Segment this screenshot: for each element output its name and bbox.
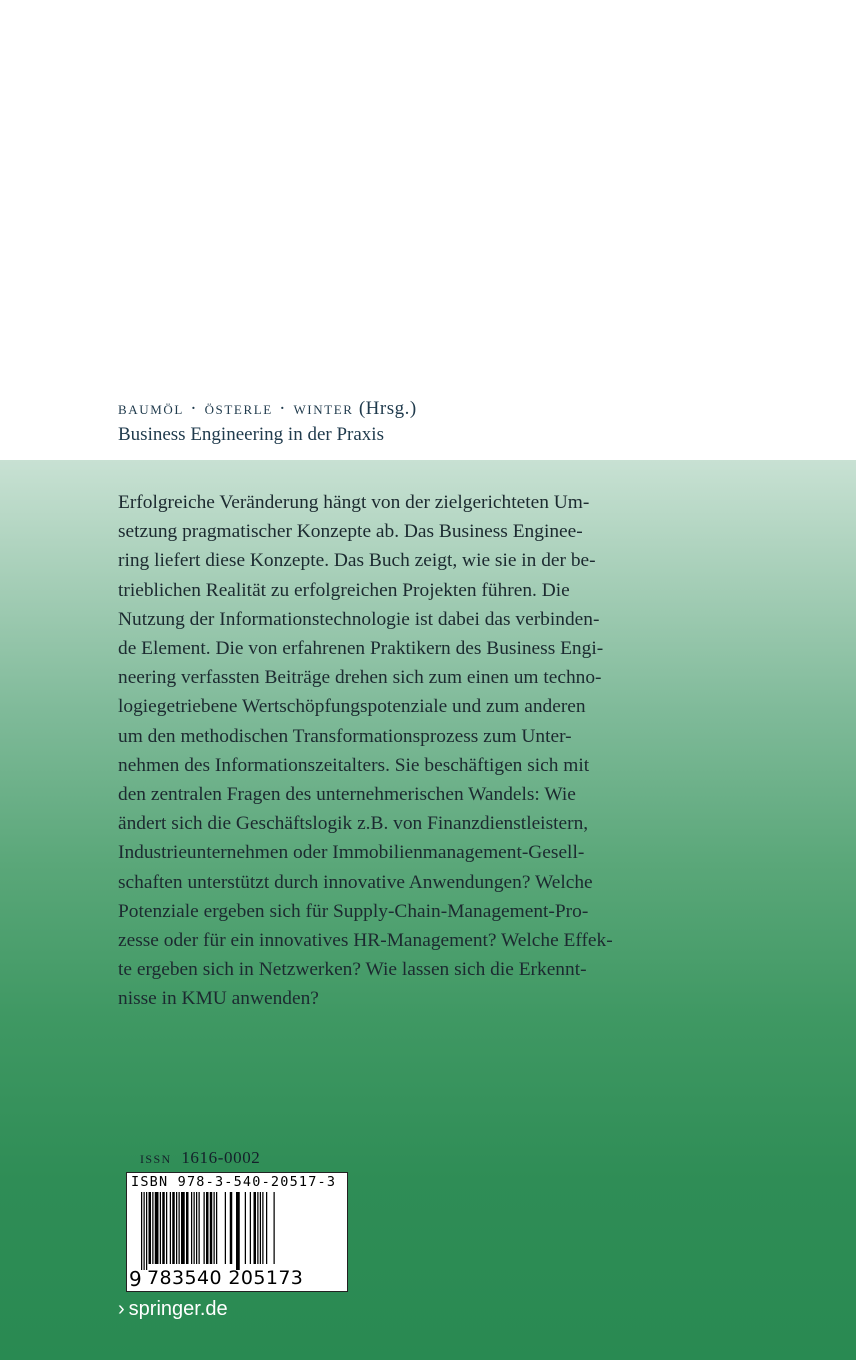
blurb-line: te ergeben sich in Netzwerken? Wie lassen sich die Erkennt- (118, 959, 587, 981)
barcode-bar (149, 1192, 152, 1264)
barcode-bar (155, 1192, 159, 1264)
blurb-line: Potenziale ergeben sich für Supply-Chain-Management-Pro- (118, 900, 589, 922)
chevron-right-icon: › (118, 1298, 125, 1320)
blurb-line: Erfolgreiche Veränderung hängt von der zielgerichteten Um- (118, 492, 590, 513)
blurb-line: nisse in KMU anwenden? (118, 988, 319, 1010)
barcode-bar (144, 1192, 145, 1270)
blurb-line: Nutzung der Informationstechnologie ist dabei das verbinden- (118, 608, 600, 630)
barcode-bar (230, 1192, 233, 1264)
barcode-bar (199, 1192, 200, 1264)
barcode-bar (141, 1192, 142, 1270)
barcode-bar (204, 1192, 205, 1264)
barcode-bar (262, 1192, 263, 1264)
editor-suffix: (Hrsg.) (358, 398, 417, 419)
barcode-bar (225, 1192, 226, 1264)
barcode-bar (194, 1192, 195, 1264)
barcode-bar (172, 1192, 175, 1264)
blurb-line: ring liefert diese Konzepte. Das Buch zeigt, wie sie in der be- (118, 550, 596, 572)
barcode-bar (236, 1192, 240, 1270)
barcode-bar (170, 1192, 171, 1264)
barcode-bar (245, 1192, 246, 1264)
blurb-line: um den methodischen Transformationsprozess zum Unter- (118, 725, 572, 747)
barcode-bar (250, 1192, 251, 1264)
blurb-line: de Element. Die von erfahrenen Praktikern des Business Engi- (118, 638, 604, 660)
authors-names: baumöl · österle · winter (118, 398, 354, 419)
barcode-bar (166, 1192, 167, 1264)
barcode-bar (210, 1192, 213, 1264)
blurb-line: ändert sich die Geschäftslogik z.B. von Finanzdienstleistern, (118, 813, 589, 835)
isbn-barcode-box (126, 1172, 348, 1292)
barcode-bar (162, 1192, 165, 1264)
book-blurb (118, 488, 718, 1014)
barcode-bar (214, 1192, 215, 1264)
barcode-bar (196, 1192, 197, 1264)
cover-top-area (0, 0, 856, 460)
ean-first-digit: 9 (129, 1267, 142, 1291)
authors-line (118, 398, 417, 420)
barcode-bar (186, 1192, 189, 1264)
barcode-bar (257, 1192, 258, 1264)
series-title: Business Engineering in der Praxis (118, 424, 384, 445)
blurb-line: schaften unterstützt durch innovative Anwendungen? Welche (118, 871, 593, 893)
blurb-line: neering verfassten Beiträge drehen sich zum einen um techno- (118, 667, 602, 689)
barcode-bar (206, 1192, 209, 1264)
issn-number: 1616-0002 (181, 1148, 261, 1167)
barcode-bar (146, 1192, 147, 1270)
barcode-bar (266, 1192, 267, 1264)
isbn-label: ISBN 978-3-540-20517-3 (131, 1174, 337, 1190)
blurb-line: setzung pragmatischer Konzepte ab. Das Business Enginee- (118, 521, 583, 543)
barcode-bar (181, 1192, 185, 1264)
blurb-line: nehmen des Informationszeitalters. Sie beschäftigen sich mit (118, 754, 590, 776)
issn-line (140, 1148, 260, 1168)
blurb-line: zesse oder für ein innovatives HR-Management? Welche Effek- (118, 930, 613, 952)
ean-digits: 783540 205173 (147, 1267, 304, 1289)
barcode-bars (141, 1192, 341, 1270)
barcode-bar (254, 1192, 257, 1264)
barcode-bar (216, 1192, 217, 1264)
barcode-bar (152, 1192, 153, 1264)
blurb-line: logiegetriebene Wertschöpfungspotenziale und zum anderen (118, 696, 586, 718)
blurb-line: trieblichen Realität zu erfolgreichen Projekten führen. Die (118, 579, 570, 601)
barcode-bar (260, 1192, 261, 1264)
barcode-bar (179, 1192, 180, 1264)
issn-label: issn (140, 1148, 172, 1167)
barcode-bar (176, 1192, 177, 1264)
barcode-bar (160, 1192, 161, 1264)
barcode-bar (191, 1192, 192, 1264)
blurb-line: den zentralen Fragen des unternehmerischen Wandels: Wie (118, 784, 576, 806)
barcode-bar (274, 1192, 275, 1264)
publisher-name: springer.de (128, 1298, 228, 1320)
blurb-line: Industrieunternehmen oder Immobilienmanagement-Gesell- (118, 842, 585, 864)
publisher-link[interactable] (118, 1298, 228, 1321)
